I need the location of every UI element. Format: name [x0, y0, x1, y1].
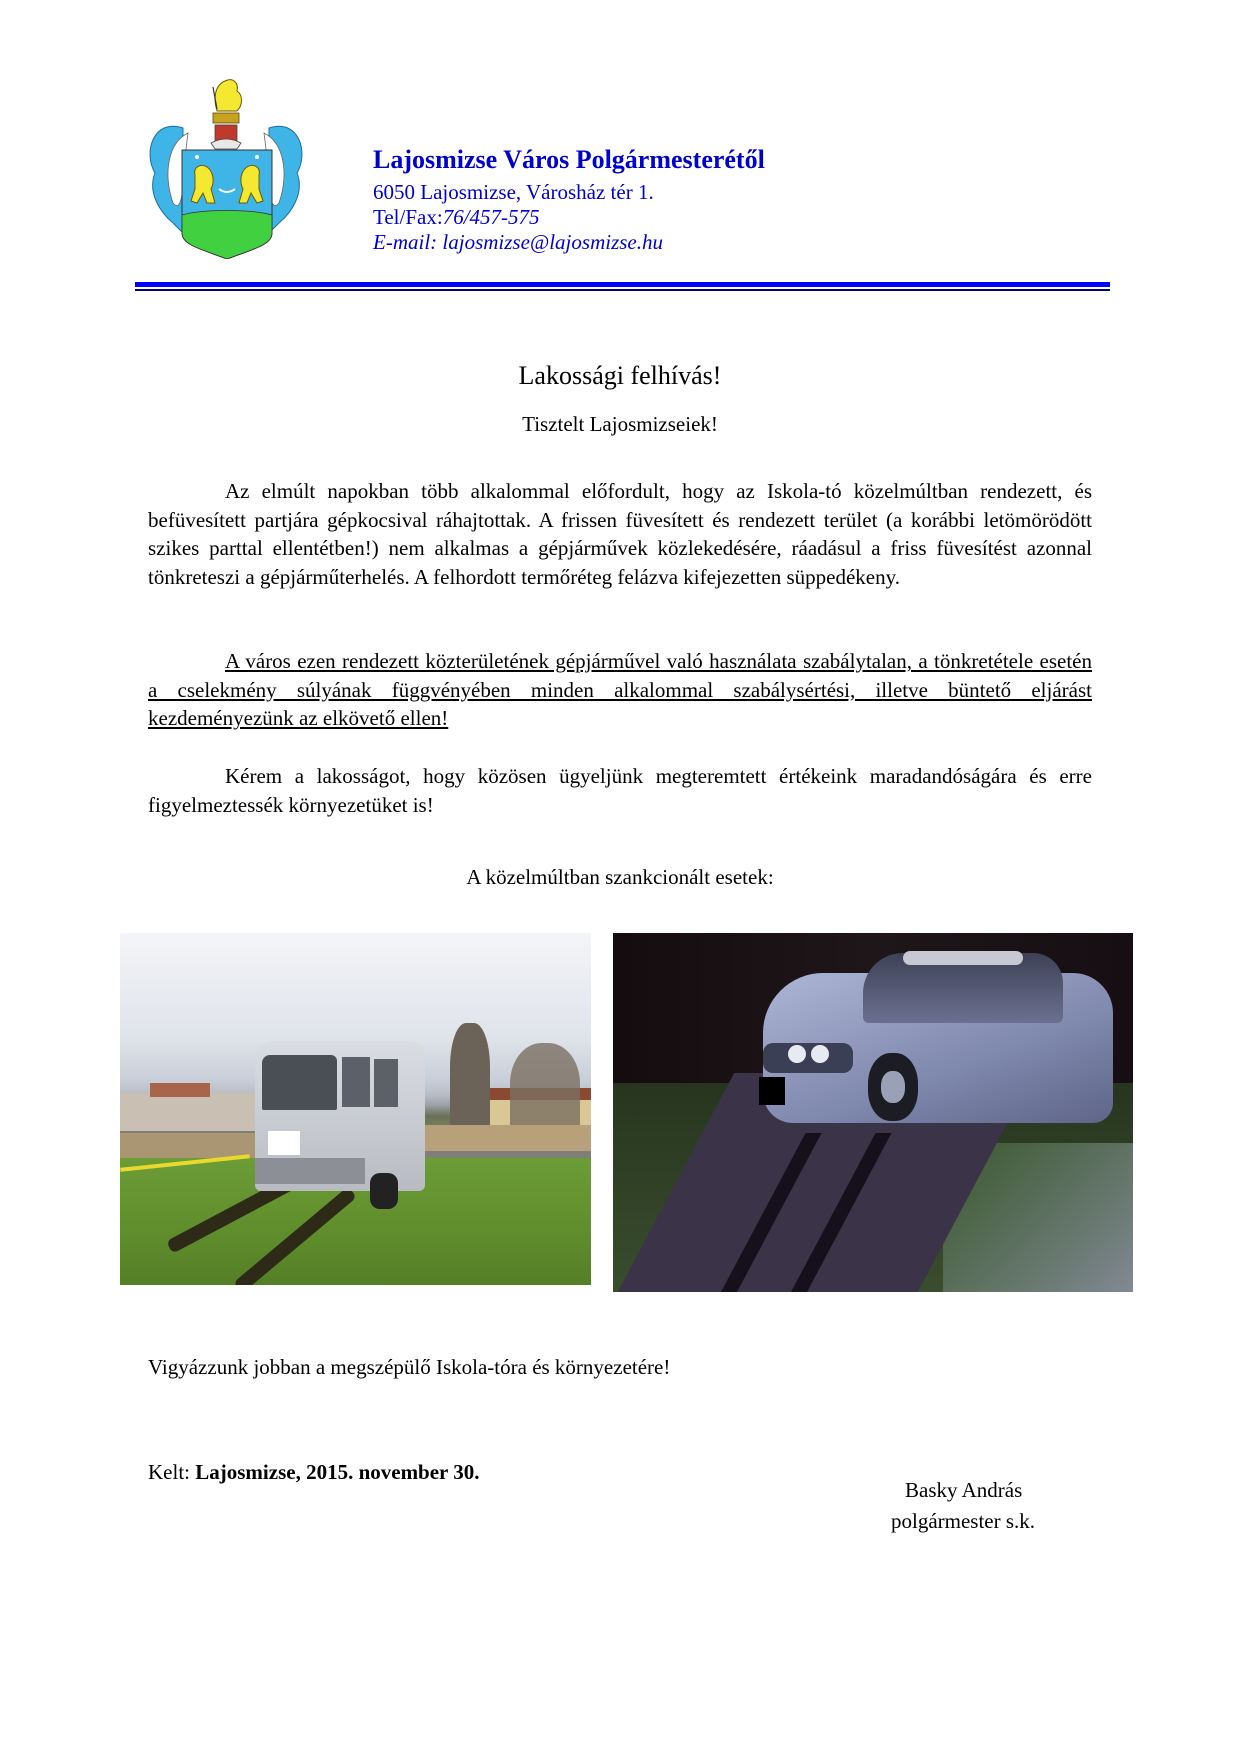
crest-lion — [215, 80, 241, 111]
signer-title: polgármester s.k. — [891, 1509, 1036, 1533]
letterhead-title: Lajosmizse Város Polgármesterétől — [373, 145, 765, 174]
header-rule-thin — [135, 289, 1110, 291]
letterhead-phone — [373, 205, 540, 230]
paragraph-incident: Az elmúlt napokban több alkalommal előfordult, hogy az Iskola-tó közelmúltban rendezett, és befüvesített partjára gépkocsival ráhajtottak. A frissen füvesített és rendezett terület (a korábbi letömörödött szikes parttal ellentétben!) nem alkalmas a gépjárművek közlekedésére, ráadásul a friss füvesítést azonnal tönkreteszi a gépjárműterhelés. A felhordott termőréteg felázva kifejezetten süppedékeny. — [148, 479, 1092, 589]
photo-car-in-mud — [613, 933, 1133, 1292]
phone-label: Tel/Fax: — [373, 205, 443, 229]
headlight — [811, 1045, 829, 1063]
car-grille — [763, 1043, 853, 1073]
notice-title: Lakossági felhívás! — [518, 361, 722, 390]
buildings — [120, 1093, 270, 1135]
van-wheel — [370, 1173, 398, 1209]
closing-line: Vigyázzunk jobban a megszépülő Iskola-tóra és környezetére! — [148, 1355, 671, 1379]
headlight — [788, 1045, 806, 1063]
van-rear-window — [262, 1055, 337, 1110]
letterhead-email: E-mail: lajosmizse@lajosmizse.hu — [373, 230, 663, 254]
van-bumper — [255, 1158, 365, 1184]
dated-label: Kelt: — [148, 1460, 190, 1484]
letterhead-address: 6050 Lajosmizse, Városház tér 1. — [373, 180, 654, 204]
dated-line — [148, 1460, 480, 1485]
van-side-window — [342, 1057, 370, 1107]
warning-text: A város ezen rendezett közterületének gépjárművel való használata szabálytalan, a tönkretétele esetén a cselekmény súlyának függvényében minden alkalommal szabálysértési, illetve büntető eljárást kezdeményezünk az elkövető ellen! — [148, 649, 1092, 731]
signer-name: Basky András — [905, 1478, 1023, 1502]
censored-plate — [268, 1131, 300, 1155]
paragraph-warning — [148, 647, 1092, 733]
snow-on-roof — [903, 951, 1023, 965]
tree — [510, 1043, 580, 1133]
censored-plate — [759, 1077, 785, 1105]
photo-van-on-grass — [120, 933, 591, 1285]
cases-heading: A közelmúltban szankcionált esetek: — [466, 865, 774, 889]
rim — [881, 1071, 905, 1103]
coat-of-arms-logo — [143, 73, 309, 259]
dated-value: Lajosmizse, 2015. november 30. — [195, 1460, 480, 1484]
salutation: Tisztelt Lajosmizseiek! — [522, 412, 718, 436]
phone-number: 76/457-575 — [442, 205, 540, 229]
paragraph-request: Kérem a lakosságot, hogy közösen ügyeljünk megteremtett értékeink maradandóságára és erre figyelmeztessék környezetüket is! — [148, 764, 1092, 817]
van-side-window — [374, 1059, 398, 1107]
reeds-right — [420, 1125, 591, 1151]
roof — [150, 1083, 210, 1097]
header-rule-thick — [135, 282, 1110, 287]
tree — [450, 1023, 490, 1133]
